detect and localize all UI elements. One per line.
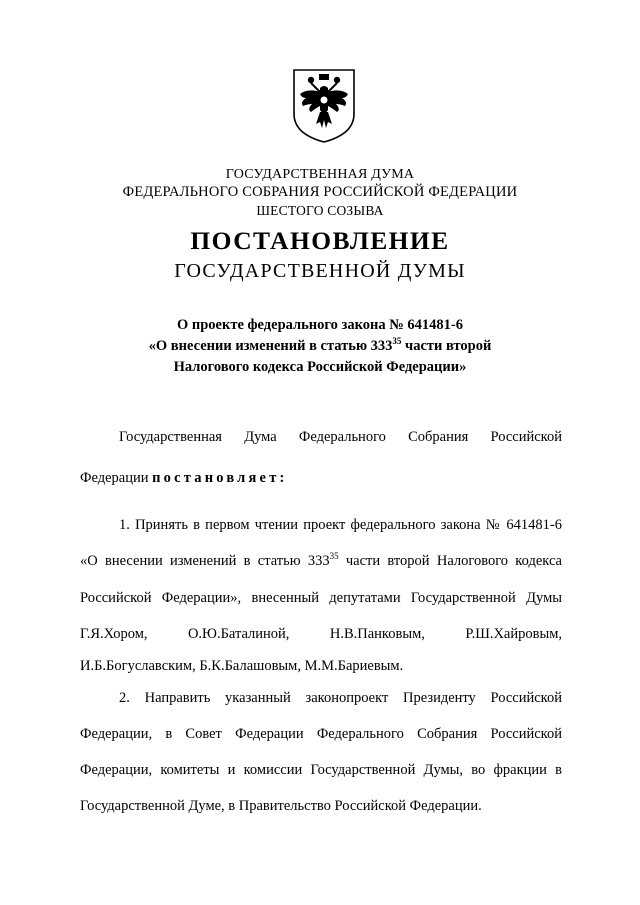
article-superscript: 35: [392, 336, 402, 346]
subject-line-3: Налогового кодекса Российской Федерации»: [173, 359, 467, 375]
paragraph-2-line-1: 2. Направить указанный законопроект Президенту Российской: [119, 690, 562, 706]
paragraph-1-line-2-text: «О внесении изменений в статью 333: [80, 553, 330, 569]
paragraph-1-line-2: [80, 552, 562, 570]
paragraph-2-line-3: Федерации, комитеты и комиссии Государственной Думы, во фракции в: [80, 762, 562, 778]
state-emblem-icon: [290, 64, 358, 144]
paragraph-1-line-1: 1. Принять в первом чтении проект федерального закона № 641481-6: [119, 517, 562, 533]
convocation-line: ШЕСТОГО СОЗЫВА: [256, 203, 384, 218]
paragraph-2-line-2: Федерации, в Совет Федерации Федерального Собрания Российской: [80, 726, 562, 742]
resolves-word: постановляет:: [152, 470, 288, 486]
paragraph-2-line-4: Государственной Думе, в Правительство Российской Федерации.: [80, 798, 482, 814]
paragraph-1-line-4: [80, 625, 562, 643]
subject-line-1: О проекте федерального закона № 641481-6: [176, 317, 464, 333]
paragraph-1-line-5: И.Б.Богуславским, Б.К.Балашовым, М.М.Бариевым.: [80, 658, 404, 674]
subject-line-2-tail: части второй: [401, 338, 492, 354]
document-type-title: ПОСТАНОВЛЕНИЕ: [190, 226, 450, 255]
subject-line-2-text: «О внесении изменений в статью 333: [148, 338, 393, 354]
paragraph-1-line-2-tail: части второй Налогового кодекса: [338, 553, 562, 569]
org-name-line-1: ГОСУДАРСТВЕННАЯ ДУМА: [225, 167, 415, 182]
document-type-subtitle: ГОСУДАРСТВЕННОЙ ДУМЫ: [174, 260, 466, 282]
article-superscript: 35: [329, 551, 339, 561]
intro-line-1: Государственная Дума Федерального Собрания Российской: [119, 429, 562, 445]
deputy-name: Н.В.Панковым,: [329, 626, 425, 642]
org-name-line-2: ФЕДЕРАЛЬНОГО СОБРАНИЯ РОССИЙСКОЙ ФЕДЕРАЦИИ: [122, 184, 518, 200]
paragraph-1-line-3: Российской Федерации», внесенный депутатами Государственной Думы: [80, 590, 562, 606]
intro-line-2-text: Федерации: [80, 470, 153, 486]
deputy-name: О.Ю.Баталиной,: [187, 626, 290, 642]
deputy-name: Р.Ш.Хайровым,: [465, 626, 563, 642]
deputy-name: Г.Я.Хором,: [80, 626, 148, 642]
subject-line-2: [0, 337, 640, 355]
intro-line-2: [80, 469, 562, 487]
